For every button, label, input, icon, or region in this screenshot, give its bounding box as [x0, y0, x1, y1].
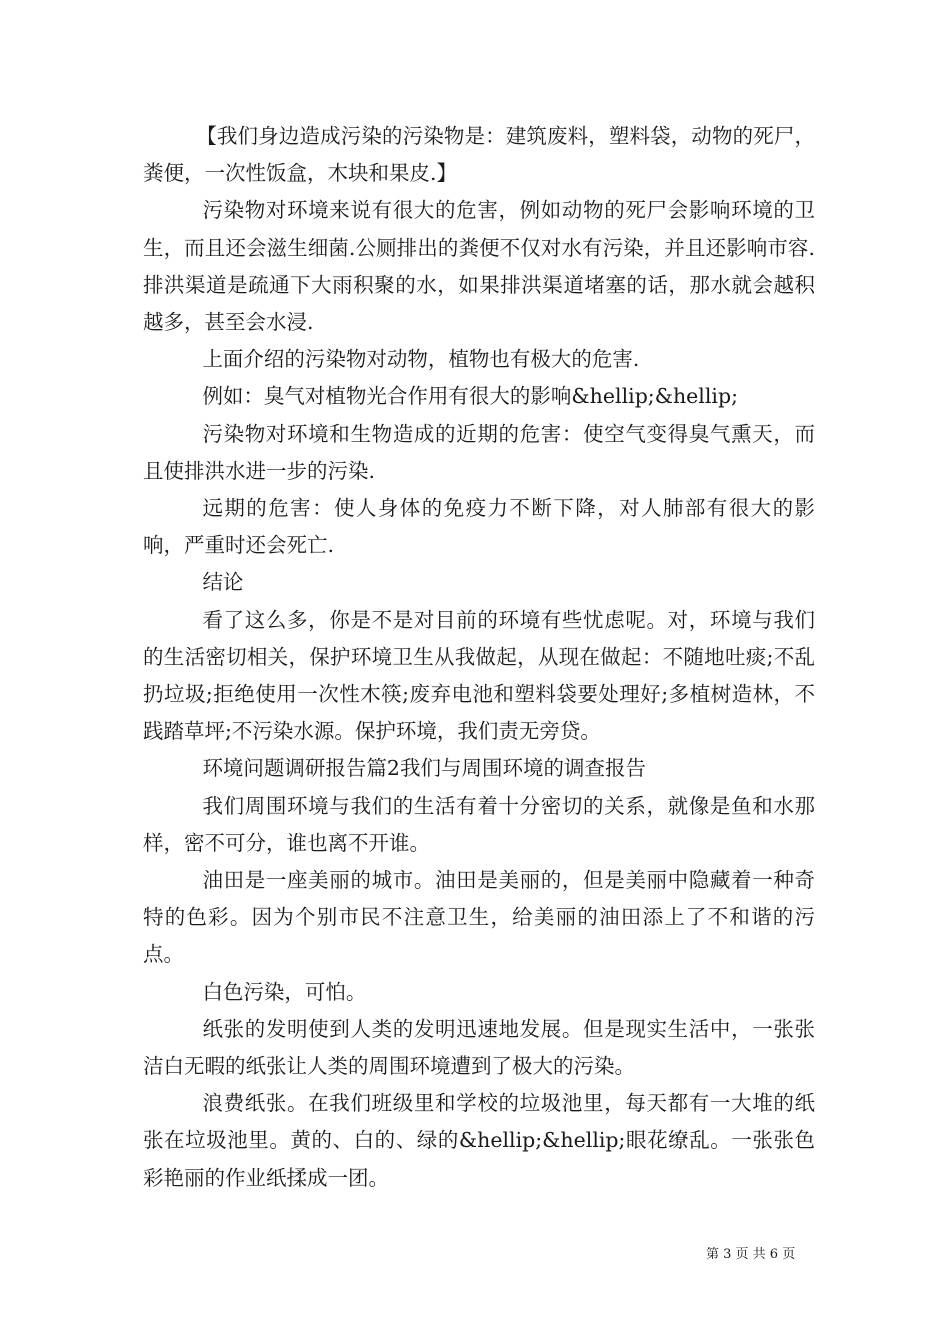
section-heading-report-2: 环境问题调研报告篇2我们与周围环境的调查报告 — [202, 756, 646, 781]
document-body — [143, 118, 815, 1197]
paragraph-paper-invention: 纸张的发明使到人类的发明迅速地发展。但是现实生活中，一张张洁白无暇的纸张让人类的周围环境遭到了极大的污染。 — [143, 1016, 815, 1079]
section-heading-conclusion: 结论 — [202, 570, 244, 595]
paragraph-wasting-paper: 浪费纸张。在我们班级里和学校的垃圾池里，每天都有一大堆的纸张在垃圾池里。黄的、白的、绿的&hellip;&hellip;眼花缭乱。一张张色彩艳丽的作业纸揉成一团。 — [143, 1091, 815, 1190]
paragraph-environment-relation: 我们周围环境与我们的生活有着十分密切的关系，就像是鱼和水那样，密不可分，谁也离不开谁。 — [143, 793, 815, 855]
paragraph-pollutants-list: 【我们身边造成污染的污染物是：建筑废料，塑料袋，动物的死尸，粪便，一次性饭盒，木块和果皮.】 — [143, 124, 815, 186]
paragraph-long-term-harm: 远期的危害：使人身体的免疫力不断下降，对人肺部有很大的影响，严重时还会死亡. — [143, 496, 815, 558]
paragraph-oilfield-city: 油田是一座美丽的城市。油田是美丽的，但是美丽中隐藏着一种奇特的色彩。因为个别市民不注意卫生，给美丽的油田添上了不和谐的污点。 — [143, 868, 815, 967]
page-number: 第 3 页 共 6 页 — [706, 1247, 796, 1262]
paragraph-short-term-harm: 污染物对环境和生物造成的近期的危害：使空气变得臭气熏天，而且使排洪水进一步的污染. — [143, 421, 815, 483]
paragraph-pollutant-harm: 污染物对环境来说有很大的危害，例如动物的死尸会影响环境的卫生，而且还会滋生细菌.公厕排出的粪便不仅对水有污染，并且还影响市容.排洪渠道是疏通下大雨积聚的水，如果排洪渠道堵塞的话，那水就会越积越多，甚至会水浸. — [143, 198, 815, 335]
paragraph-example: 例如：臭气对植物光合作用有很大的影响&hellip;&hellip; — [202, 384, 738, 409]
paragraph-white-pollution: 白色污染，可怕。 — [202, 979, 367, 1004]
paragraph-conclusion: 看了这么多，你是不是对目前的环境有些忧虑呢。对，环境与我们的生活密切相关，保护环境卫生从我做起，从现在做起：不随地吐痰;不乱扔垃圾;拒绝使用一次性木筷;废弃电池和塑料袋要处理好;多植树造林，不践踏草坪;不污染水源。保护环境，我们责无旁贷。 — [143, 607, 815, 744]
paragraph-harm-to-animals-plants: 上面介绍的污染物对动物，植物也有极大的危害. — [202, 347, 640, 372]
